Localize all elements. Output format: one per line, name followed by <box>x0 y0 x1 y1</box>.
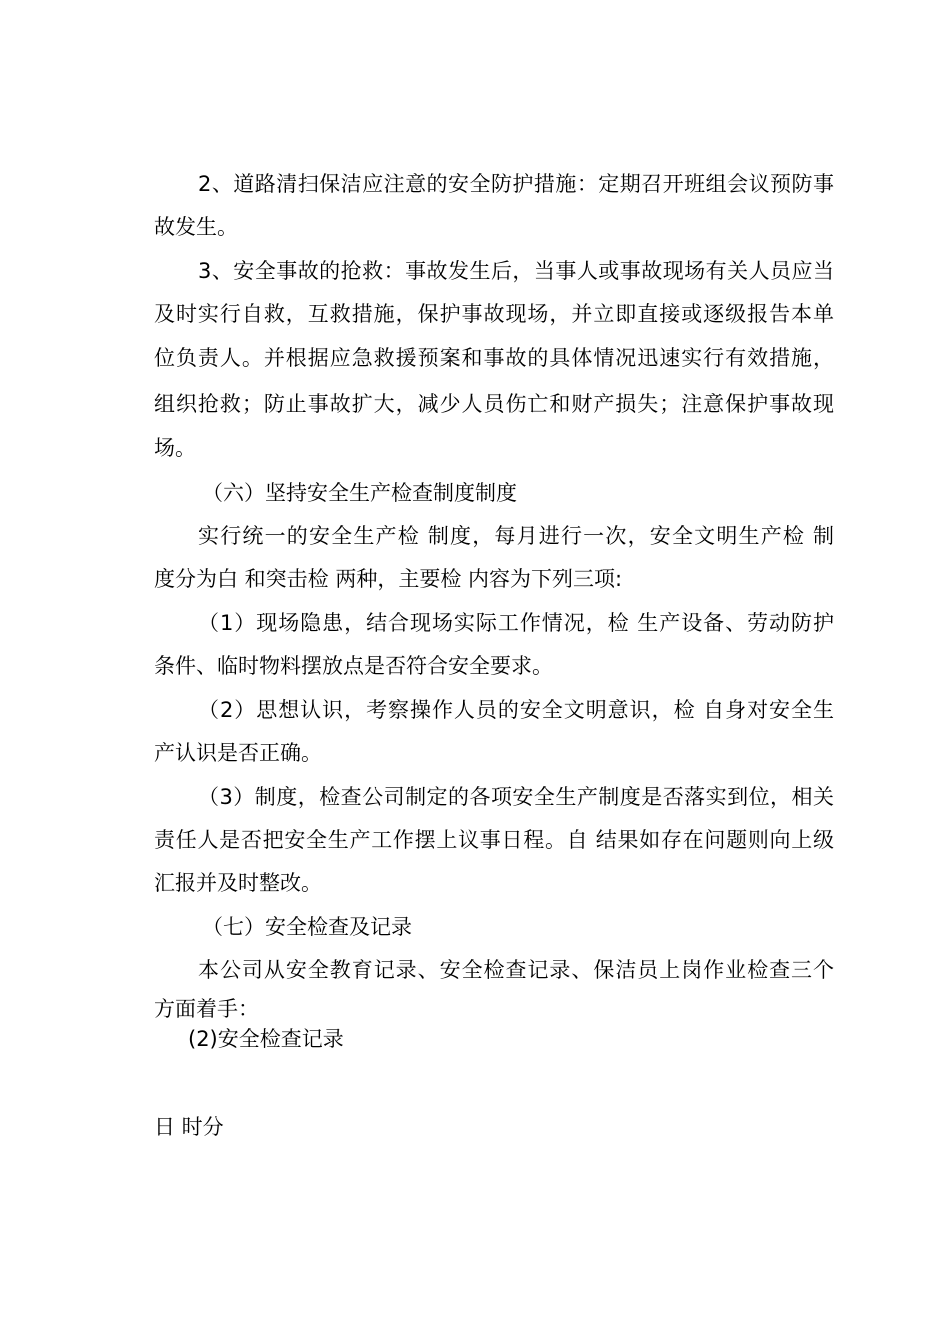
paragraph-line: 场。 <box>154 436 196 460</box>
sub-heading: (2)安全检查记录 <box>188 1027 344 1051</box>
paragraph-line: 本公司从安全教育记录、安全检查记录、保洁员上岗作业检查三个 <box>198 958 834 982</box>
paragraph-line: 及时实行自救，互救措施，保护事故现场，并立即直接或逐级报告本单 <box>154 302 834 326</box>
section-heading: （七）安全检查及记录 <box>202 915 412 939</box>
paragraph-line: 方面着手： <box>154 997 259 1021</box>
footer-text: 日 时分 <box>154 1115 224 1139</box>
list-item-line: （3）制度，检查公司制定的各项安全生产制度是否落实到位，相关 <box>198 785 834 809</box>
paragraph-line: 组织抢救；防止事故扩大，减少人员伤亡和财产损失；注意保护事故现 <box>154 392 834 416</box>
paragraph-line: 2、道路清扫保洁应注意的安全防护措施：定期召开班组会议预防事 <box>198 172 834 196</box>
paragraph-line: 实行统一的安全生产检 制度，每月进行一次，安全文明生产检 制 <box>198 524 834 548</box>
list-item-line: （2）思想认识，考察操作人员的安全文明意识，检 自身对安全生 <box>198 698 834 722</box>
list-item-line: 汇报并及时整改。 <box>154 871 322 895</box>
list-item-line: 产认识是否正确。 <box>154 741 322 765</box>
list-item-line: （1）现场隐患，结合现场实际工作情况，检 生产设备、劳动防护 <box>198 611 834 635</box>
paragraph-line: 位负责人。并根据应急救援预案和事故的具体情况迅速实行有效措施， <box>154 346 834 370</box>
paragraph-line: 故发生。 <box>154 215 238 239</box>
list-item-line: 条件、临时物料摆放点是否符合安全要求。 <box>154 654 553 678</box>
paragraph-line: 3、安全事故的抢救：事故发生后，当事人或事故现场有关人员应当 <box>198 259 834 283</box>
list-item-line: 责任人是否把安全生产工作摆上议事日程。自 结果如存在问题则向上级 <box>154 828 834 852</box>
paragraph-line: 度分为白 和突击检 两种，主要检 内容为下列三项: <box>154 567 623 591</box>
section-heading: （六）坚持安全生产检查制度制度 <box>202 481 517 505</box>
